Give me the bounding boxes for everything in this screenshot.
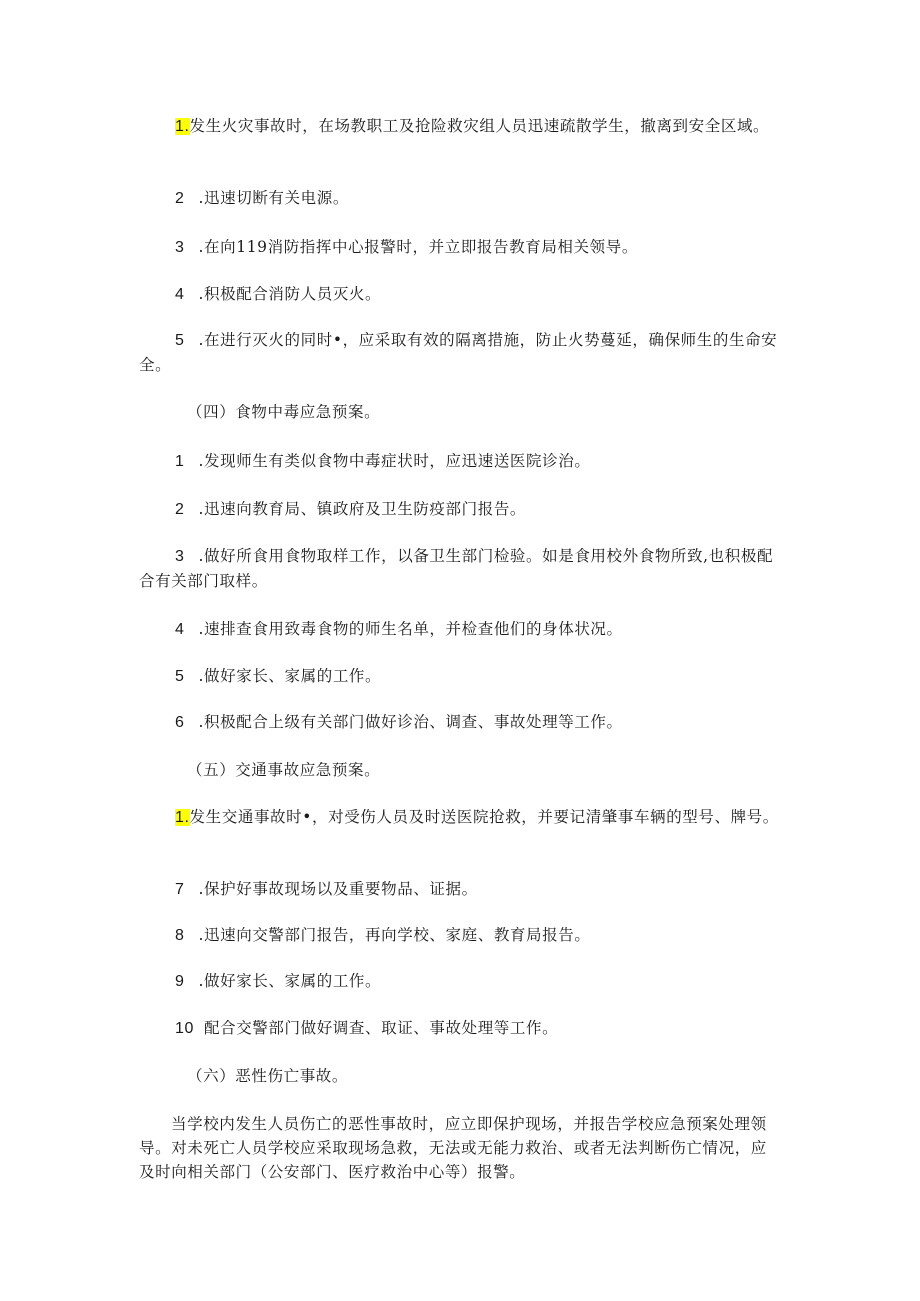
paragraph-traffic-9 — [139, 969, 779, 994]
paragraph-text: .在进行灭火的同时•，应采取有效的隔离措施，防止火势蔓延，确保师生的生命安全。 — [139, 331, 778, 374]
item-number: 7 — [175, 881, 185, 898]
item-number: 9 — [175, 973, 185, 990]
section-heading-food: （四）食物中毒应急预案。 — [187, 403, 381, 421]
paragraph-traffic-1 — [139, 805, 779, 830]
paragraph-fire-4 — [139, 282, 779, 307]
paragraph-fire-1 — [139, 114, 779, 139]
item-number: 2 — [175, 501, 185, 518]
paragraph-text: .迅速切断有关电源。 — [198, 189, 349, 207]
paragraph-traffic-7 — [139, 877, 779, 902]
paragraph-text: .保护好事故现场以及重要物品、证据。 — [198, 880, 478, 898]
paragraph-text: .做好家长、家属的工作。 — [198, 972, 382, 990]
section-heading-casualty: （六）恶性伤亡事故。 — [187, 1067, 349, 1085]
paragraph-food-4 — [139, 617, 779, 642]
paragraph-food-1 — [139, 449, 779, 474]
item-number: 8 — [175, 927, 185, 944]
paragraph-traffic-10 — [139, 1016, 779, 1041]
item-number-highlighted: 1. — [175, 809, 190, 826]
item-number: 6 — [175, 714, 185, 731]
item-number: 4 — [175, 286, 185, 303]
item-number: 10 — [175, 1020, 194, 1037]
paragraph-text: .速排查食用致毒食物的师生名单，并检查他们的身体状况。 — [198, 620, 623, 638]
paragraph-text: .发现师生有类似食物中毒症状时，应迅速送医院诊治。 — [198, 452, 591, 470]
item-number: 2 — [175, 190, 185, 207]
paragraph-text: .迅速向教育局、镇政府及卫生防疫部门报告。 — [198, 500, 527, 518]
paragraph-text: 配合交警部门做好调查、取证、事故处理等工作。 — [204, 1019, 559, 1037]
paragraph-casualty-body: 当学校内发生人员伤亡的恶性事故时，应立即保护现场，并报告学校应急预案处理领导。对未死亡人员学校应采取现场急救，无法或无能力救治、或者无法判断伤亡情况，应及时向相关部门（公安部门、医疗救治中心等）报警。 — [139, 1115, 767, 1181]
item-number: 5 — [175, 668, 185, 685]
section-heading-traffic: （五）交通事故应急预案。 — [187, 761, 381, 779]
paragraph-text: 发生交通事故时•，对受伤人员及时送医院抢救，并要记清肇事车辆的型号、牌号。 — [189, 808, 779, 826]
paragraph-text: .迅速向交警部门报告，再向学校、家庭、教育局报告。 — [198, 926, 591, 944]
paragraph-text: 发生火灾事故时，在场教职工及抢险救灾组人员迅速疏散学生，撤离到安全区域。 — [189, 117, 770, 135]
item-number: 3 — [175, 548, 185, 565]
paragraph-text: .积极配合消防人员灭火。 — [198, 285, 382, 303]
paragraph-food-3 — [139, 544, 779, 593]
paragraph-food-5 — [139, 664, 779, 689]
item-number: 5 — [175, 332, 185, 349]
item-number: 1 — [175, 453, 185, 470]
item-number-highlighted: 1. — [175, 118, 190, 135]
paragraph-text: .做好所食用食物取样工作，以备卫生部门检验。如是食用校外食物所致,也积极配合有关部门取样。 — [139, 547, 774, 590]
paragraph-food-6 — [139, 710, 779, 735]
paragraph-traffic-8 — [139, 923, 779, 948]
paragraph-text: .做好家长、家属的工作。 — [198, 667, 382, 685]
paragraph-fire-2 — [139, 186, 779, 211]
item-number: 4 — [175, 621, 185, 638]
paragraph-text: .积极配合上级有关部门做好诊治、调查、事故处理等工作。 — [198, 713, 623, 731]
paragraph-food-2 — [139, 497, 779, 522]
item-number: 3 — [175, 239, 185, 256]
paragraph-text: .在向119消防指挥中心报警时，并立即报告教育局相关领导。 — [198, 238, 638, 256]
paragraph-fire-5 — [139, 328, 779, 377]
paragraph-fire-3 — [139, 235, 779, 260]
